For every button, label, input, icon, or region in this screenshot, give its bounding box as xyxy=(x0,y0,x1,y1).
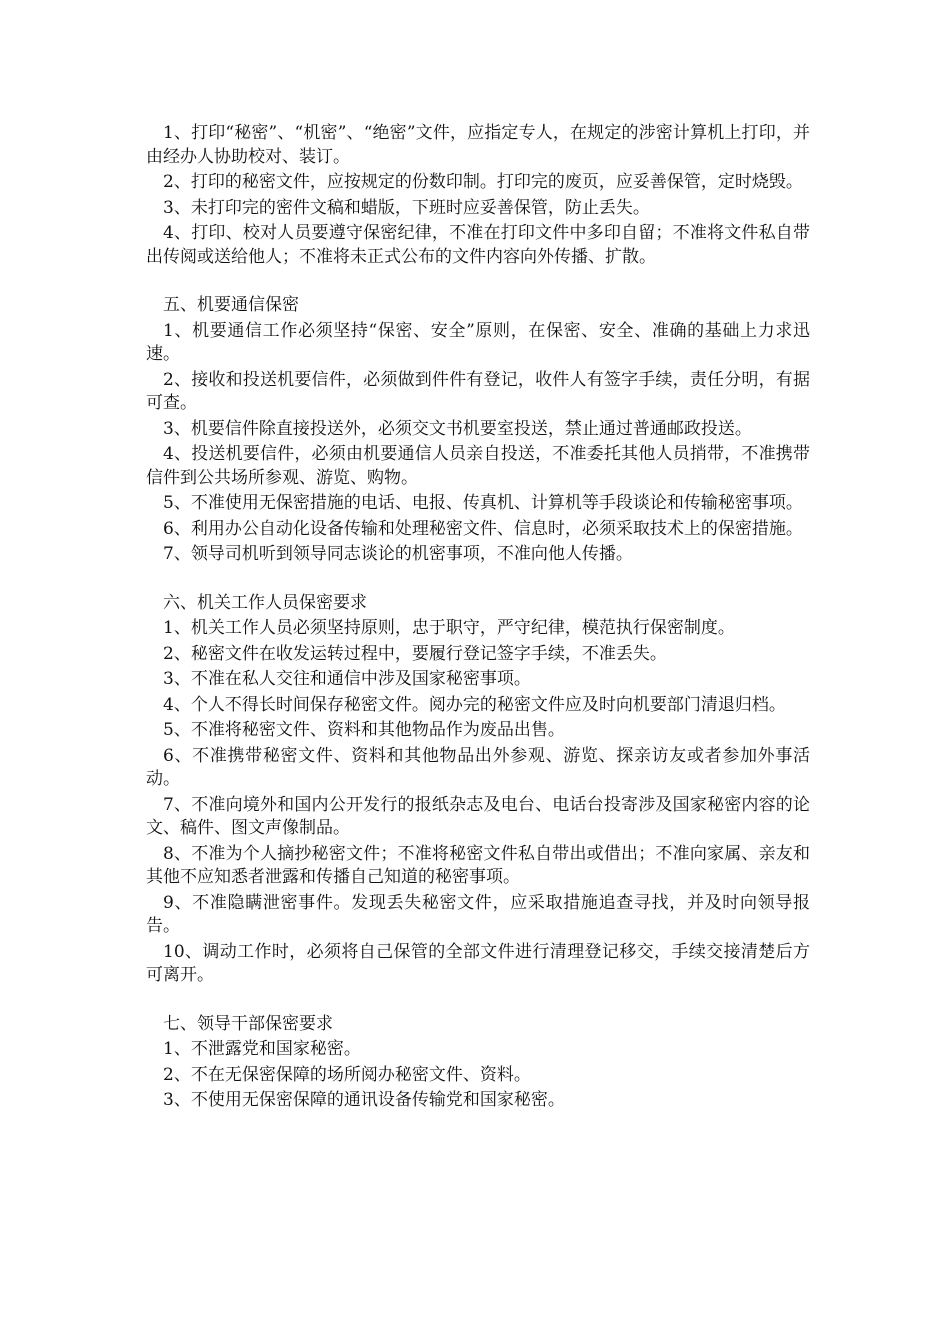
paragraph: 1、机关工作人员必须坚持原则，忠于职守，严守纪律，模范执行保密制度。 xyxy=(163,618,735,638)
section-printing xyxy=(146,122,810,269)
paragraph: 1、不泄露党和国家秘密。 xyxy=(163,1039,361,1059)
paragraph: 5、不准使用无保密措施的电话、电报、传真机、计算机等手段谈论和传输秘密事项。 xyxy=(163,493,803,513)
paragraph: 4、投送机要信件，必须由机要通信人员亲自投送，不准委托其他人员捎带，不准携带信件到公共场所参观、游览、购物。 xyxy=(146,444,810,488)
section-heading: 五、机要通信保密 xyxy=(163,295,299,315)
section-confidential-communication xyxy=(146,294,810,567)
paragraph: 8、不准为个人摘抄秘密文件；不准将秘密文件私自带出或借出；不准向家属、亲友和其他不应知悉者泄露和传播自己知道的秘密事项。 xyxy=(146,843,810,887)
document-page xyxy=(146,122,810,1138)
paragraph: 4、个人不得长时间保存秘密文件。阅办完的秘密文件应及时向机要部门清退归档。 xyxy=(163,694,786,715)
paragraph: 7、领导司机听到领导同志谈论的机密事项，不准向他人传播。 xyxy=(163,544,633,564)
section-heading: 七、领导干部保密要求 xyxy=(163,1013,333,1034)
paragraph: 3、不使用无保密保障的通讯设备传输党和国家秘密。 xyxy=(163,1090,565,1110)
paragraph: 2、接收和投送机要信件，必须做到件件有登记，收件人有签字手续，责任分明，有据可查。 xyxy=(146,369,810,413)
paragraph: 2、秘密文件在收发运转过程中，要履行登记签字手续，不准丢失。 xyxy=(163,643,667,664)
paragraph: 3、未打印完的密件文稿和蜡版，下班时应妥善保管，防止丢失。 xyxy=(163,197,650,218)
section-leader-requirements xyxy=(146,1013,810,1113)
paragraph: 6、利用办公自动化设备传输和处理秘密文件、信息时，必须采取技术上的保密措施。 xyxy=(163,518,803,539)
paragraph: 1、机要通信工作必须坚持“保密、安全”原则，在保密、安全、准确的基础上力求迅速。 xyxy=(146,320,810,364)
paragraph: 3、机要信件除直接投送外，必须交文书机要室投送，禁止通过普通邮政投送。 xyxy=(163,418,752,439)
paragraph: 2、不在无保密保障的场所阅办秘密文件、资料。 xyxy=(163,1064,531,1085)
paragraph: 1、打印“秘密”、“机密”、“绝密”文件，应指定专人，在规定的涉密计算机上打印，并由经办人协助校对、装订。 xyxy=(146,123,810,167)
paragraph: 2、打印的秘密文件，应按规定的份数印制。打印完的废页，应妥善保管，定时烧毁。 xyxy=(163,172,803,192)
section-heading: 六、机关工作人员保密要求 xyxy=(163,592,367,613)
paragraph: 3、不准在私人交往和通信中涉及国家秘密事项。 xyxy=(163,669,531,689)
section-staff-requirements xyxy=(146,592,810,988)
paragraph: 9、不准隐瞒泄密事件。发现丢失秘密文件，应采取措施追查寻找，并及时向领导报告。 xyxy=(146,892,810,936)
paragraph: 7、不准向境外和国内公开发行的报纸杂志及电台、电话台投寄涉及国家秘密内容的论文、稿件、图文声像制品。 xyxy=(146,794,810,838)
paragraph: 10、调动工作时，必须将自己保管的全部文件进行清理登记移交，手续交接清楚后方可离开。 xyxy=(146,941,810,985)
paragraph: 4、打印、校对人员要遵守保密纪律，不准在打印文件中多印自留；不准将文件私自带出传阅或送给他人；不准将未正式公布的文件内容向外传播、扩散。 xyxy=(146,223,810,267)
paragraph: 5、不准将秘密文件、资料和其他物品作为废品出售。 xyxy=(163,720,565,740)
paragraph: 6、不准携带秘密文件、资料和其他物品出外参观、游览、探亲访友或者参加外事活动。 xyxy=(146,745,810,789)
